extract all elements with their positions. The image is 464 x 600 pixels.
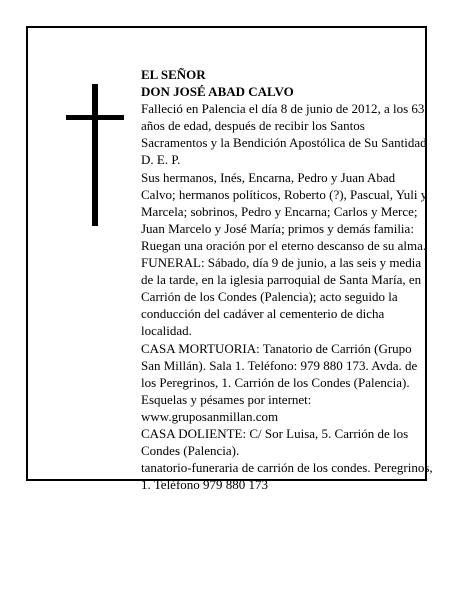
body-line: Ruegan una oración por el eterno descanso de su alma. — [141, 237, 427, 253]
body-line: 1. Teléfono 979 880 173 — [141, 477, 269, 493]
body-line: Condes (Palencia). — [141, 443, 240, 459]
body-line: FUNERAL: Sábado, día 9 de junio, a las seis y media — [141, 255, 422, 271]
body-line: los Peregrinos, 1. Carrión de los Condes (Palencia). — [141, 374, 410, 390]
title-line: EL SEÑOR — [141, 67, 206, 82]
body-line: años de edad, después de recibir los Santos — [141, 118, 365, 134]
body-line: Calvo; hermanos políticos, Roberto (?), Pascual, Yuli y — [141, 186, 428, 202]
deceased-name: DON JOSÉ ABAD CALVO — [141, 84, 294, 100]
body-line: Marcela; sobrinos, Pedro y Encarna; Carlos y Merce; — [141, 203, 418, 219]
body-line: Falleció en Palencia el día 8 de junio de 2012, a los 63 — [141, 101, 425, 117]
body-line: conducción del cadáver al cementerio de dicha — [141, 306, 385, 322]
body-line: Sacramentos y la Bendición Apostólica de Su Santidad — [141, 135, 427, 151]
body-line: Juan Marcelo y José María; primos y demás familia: — [141, 220, 414, 236]
body-line: de la tarde, en la iglesia parroquial de Santa María, en — [141, 272, 422, 288]
body-line: D. E. P. — [141, 152, 181, 168]
cross-horizontal-bar — [66, 115, 124, 120]
website-text: www.gruposanmillan.com — [141, 408, 279, 424]
body-line: CASA MORTUORIA: Tanatorio de Carrión (Grupo — [141, 340, 412, 356]
body-line: localidad. — [141, 323, 192, 339]
body-line: CASA DOLIENTE: C/ Sor Luisa, 5. Carrión de los — [141, 425, 409, 441]
cross-vertical-bar — [92, 84, 98, 226]
obituary-text — [141, 66, 453, 493]
body-line: tanatorio-funeraria de carrión de los condes. Peregrinos, — [141, 460, 433, 476]
body-line: Esquelas y pésames por internet: — [141, 391, 312, 407]
body-line: Sus hermanos, Inés, Encarna, Pedro y Juan Abad — [141, 169, 396, 185]
obituary-frame — [26, 26, 433, 493]
body-line: San Millán). Sala 1. Teléfono: 979 880 173. Avda. de — [141, 357, 418, 373]
body-line: Carrión de los Condes (Palencia); acto seguido la — [141, 289, 398, 305]
